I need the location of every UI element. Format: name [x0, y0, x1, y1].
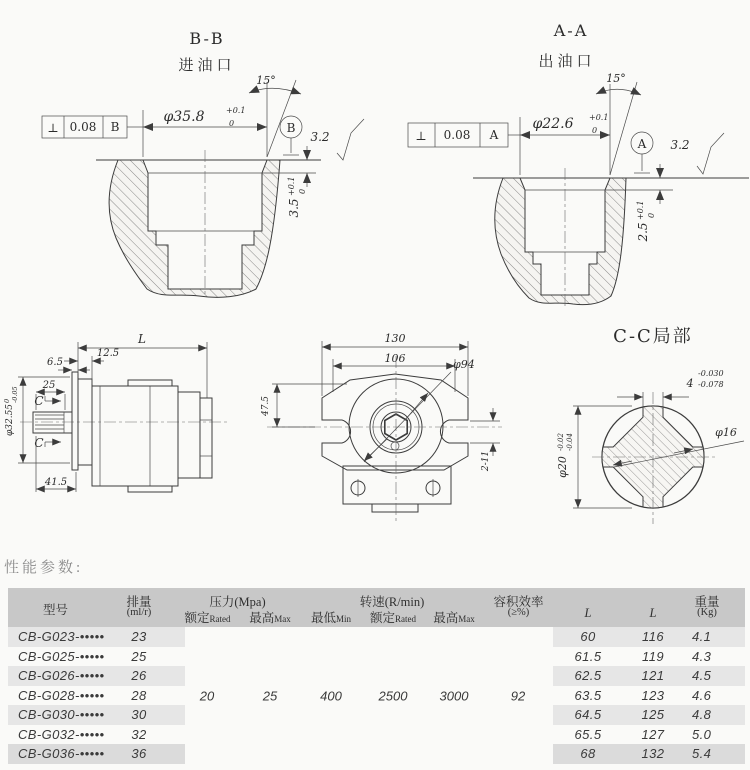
label-cn: 最高: [433, 611, 459, 625]
aa-feature-control-frame: [408, 123, 508, 147]
cell-l2: 123: [641, 687, 665, 703]
bb-roughness-label: 3.2: [310, 130, 330, 144]
front-dim-130-label: 130: [384, 332, 406, 345]
cell-l1: 64.5: [574, 707, 602, 722]
bb-datum-label: B: [286, 121, 296, 135]
shared-pressure-rated: 20: [199, 688, 215, 703]
cell-model: CB-G023-•••••: [18, 629, 105, 644]
front-dim-47-5-label: 47.5: [261, 395, 271, 417]
col-header-l2: L: [649, 606, 657, 620]
cell-l2: 125: [641, 707, 665, 722]
shared-speed-max: 3000: [439, 688, 469, 703]
section-detail-cc: [520, 300, 750, 560]
cell-weight: 5.4: [692, 746, 712, 761]
label-en: Rated: [395, 614, 416, 624]
front-dim-106-label: 106: [384, 352, 406, 365]
roughness-icon: [697, 133, 724, 174]
section-view-bb: [0, 0, 375, 300]
col-header-model: 型号: [42, 603, 68, 617]
cell-l2: 121: [641, 668, 665, 683]
aa-diameter-dimension: [508, 84, 610, 175]
label-en: Max: [274, 614, 291, 624]
aa-subtitle: 出油口: [538, 52, 596, 70]
aa-depth-label: 2.5: [636, 222, 650, 242]
shared-pressure-max: 25: [262, 688, 278, 703]
cell-displacement: 28: [131, 687, 147, 703]
aa-depth-tol-up: +0.1: [636, 200, 645, 220]
cell-model: CB-G028-•••••: [18, 687, 105, 703]
table-caption: 性能参数:: [4, 560, 84, 576]
shared-speed-rated: 2500: [378, 688, 408, 703]
side-section-c1-label: C: [34, 394, 44, 408]
aa-angle-label: 15°: [606, 72, 626, 85]
front-dim-106: [333, 352, 455, 392]
side-dim-12-5-label: 12.5: [96, 348, 120, 359]
side-dim-6-5-label: 6.5: [47, 357, 63, 368]
cell-l2: 127: [641, 726, 665, 742]
col-header-speed-max: [424, 608, 484, 626]
col-header-speed: 转速(R/min): [359, 595, 425, 609]
cell-displacement: 36: [131, 746, 147, 761]
cell-model: CB-G032-•••••: [18, 726, 105, 742]
cell-model: CB-G026-•••••: [18, 668, 105, 683]
cell-weight: 4.5: [692, 668, 712, 683]
bb-depth-tol-dn: 0: [298, 188, 307, 194]
col-header-l1: L: [584, 606, 592, 620]
bb-roughness-callout: [310, 119, 364, 160]
bb-datum-bubble: [280, 116, 302, 155]
cell-model: CB-G030-•••••: [18, 707, 105, 722]
bb-part-geometry: [96, 150, 321, 297]
cell-weight: 4.8: [692, 707, 712, 722]
front-holes-label: 2-11: [481, 450, 491, 472]
table-row: [8, 725, 745, 745]
front-dim-2-11: [470, 408, 500, 472]
label-cn: 额定: [184, 611, 210, 625]
cc-dia16-label: φ16: [715, 426, 737, 439]
bb-subtitle: 进油口: [178, 56, 236, 74]
cell-l1: 61.5: [574, 648, 602, 664]
aa-fcf-symbol: ⊥: [415, 129, 427, 143]
front-view-geometry: [267, 356, 502, 524]
aa-dia-label: φ22.6: [532, 116, 574, 132]
col-header-pressure-rated: [175, 608, 240, 626]
aa-fcf-value: 0.08: [443, 128, 471, 142]
cc-title: C-C局部: [613, 326, 693, 347]
side-dim-41-5-label: 41.5: [44, 477, 68, 488]
section-view-aa: [375, 0, 750, 300]
cell-l2: 116: [642, 629, 664, 644]
cell-model: CB-G025-•••••: [18, 648, 105, 664]
cc-geometry: [592, 392, 716, 524]
cc-dim-key-width: [617, 369, 724, 410]
label-en: Max: [458, 614, 475, 624]
label-en: Min: [336, 614, 352, 624]
cell-l1: 60: [580, 629, 596, 644]
aa-dia-tol-dn: 0: [592, 126, 598, 135]
bb-dia-label: φ35.8: [163, 109, 205, 125]
aa-datum-label: A: [637, 137, 647, 151]
label-cn: 最低: [310, 611, 336, 625]
cell-l2: 119: [642, 648, 664, 664]
cell-model: CB-G036-•••••: [18, 746, 105, 761]
side-dim-25-label: 25: [42, 380, 56, 391]
aa-part-geometry: [473, 168, 749, 306]
aa-fcf-datum: A: [489, 128, 499, 142]
cell-displacement: 25: [131, 648, 147, 664]
col-header-pressure-max: [240, 608, 300, 626]
table-row: [8, 666, 745, 686]
table-row: [8, 647, 745, 667]
bb-fcf-value: 0.08: [69, 120, 97, 134]
pump-front-view: [255, 300, 510, 560]
label-cn: 最高: [249, 611, 275, 625]
table-row: [8, 686, 745, 706]
bb-depth-tol-up: +0.1: [287, 176, 296, 196]
col-header-weight-unit: (Kg): [697, 607, 717, 618]
table-row: [8, 627, 745, 647]
bb-dia-tol-dn: 0: [229, 119, 235, 128]
shared-efficiency: 92: [510, 688, 526, 703]
cc-dia20-tol-dn: -0.04: [566, 433, 574, 451]
aa-depth-tol-dn: 0: [647, 212, 656, 218]
cell-weight: 4.6: [692, 687, 712, 703]
cell-displacement: 30: [131, 707, 147, 722]
cc-dia20-label: φ20: [556, 456, 569, 478]
aa-dia-tol-up: +0.1: [589, 113, 609, 122]
table-row: [8, 744, 745, 764]
bb-fcf-datum: B: [110, 120, 120, 134]
cc-dia20-tol-up: -0.02: [557, 433, 565, 451]
cell-l1: 68: [580, 746, 596, 761]
cc-key-label: 4: [686, 377, 694, 390]
roughness-icon: [337, 119, 364, 160]
cell-l1: 62.5: [574, 668, 602, 683]
performance-table: [8, 588, 745, 764]
front-dia94-label: φ94: [453, 358, 475, 371]
side-dia-label: φ32.55: [5, 403, 15, 437]
bb-fcf-symbol: ⊥: [47, 121, 59, 135]
col-header-speed-min: [300, 608, 362, 626]
side-dim-L-label: L: [138, 332, 146, 346]
table-row: [8, 705, 745, 725]
aa-datum-bubble: [631, 132, 653, 173]
table-body: [8, 627, 745, 764]
col-header-efficiency: 容积效率: [493, 595, 544, 609]
cell-l2: 132: [641, 746, 665, 761]
side-dia-tol-up: 0: [3, 398, 11, 403]
side-section-mark-c1: [34, 394, 61, 408]
bb-feature-control-frame: [42, 116, 127, 138]
cell-displacement: 26: [131, 668, 147, 683]
col-header-speed-rated: [362, 608, 424, 626]
bb-angle-callout: [249, 74, 301, 157]
cell-weight: 5.0: [692, 726, 712, 742]
col-header-displacement: 排量: [126, 595, 152, 609]
aa-angle-callout: [596, 72, 641, 175]
pump-side-view: [0, 300, 250, 565]
bb-dia-tol-up: +0.1: [226, 106, 246, 115]
cell-weight: 4.3: [692, 648, 712, 664]
label-en: Rated: [209, 614, 231, 624]
cell-l1: 63.5: [574, 687, 602, 703]
table-header: [8, 588, 745, 627]
cell-weight: 4.1: [692, 629, 712, 644]
cell-displacement: 32: [131, 726, 147, 742]
side-section-c2-label: C: [34, 436, 44, 450]
shared-speed-min: 400: [320, 688, 342, 703]
side-dim-L: [78, 332, 207, 398]
col-header-efficiency-unit: (≥%): [507, 607, 530, 618]
cell-l1: 65.5: [574, 726, 602, 742]
side-dim-6-5: [47, 357, 90, 370]
aa-title: A-A: [553, 21, 589, 40]
cell-displacement: 23: [131, 629, 147, 644]
aa-roughness-callout: [670, 133, 724, 174]
col-header-pressure: 压力(Mpa): [209, 595, 266, 609]
bb-diameter-dimension: [127, 82, 267, 157]
bb-depth-label: 3.5: [287, 198, 301, 218]
cc-key-tol-up: -0.030: [698, 369, 724, 378]
label-cn: 额定: [369, 611, 395, 625]
side-dim-dia32-55: [3, 377, 70, 463]
bb-title: B-B: [189, 29, 225, 48]
side-section-mark-c2: [34, 436, 61, 450]
cc-key-tol-dn: -0.078: [698, 380, 724, 389]
aa-roughness-label: 3.2: [670, 138, 690, 152]
col-header-weight: 重量: [694, 595, 720, 609]
side-dia-tol-dn: -0.05: [11, 386, 19, 403]
col-header-displacement-unit: (ml/r): [126, 607, 152, 618]
bb-angle-label: 15°: [256, 74, 276, 87]
